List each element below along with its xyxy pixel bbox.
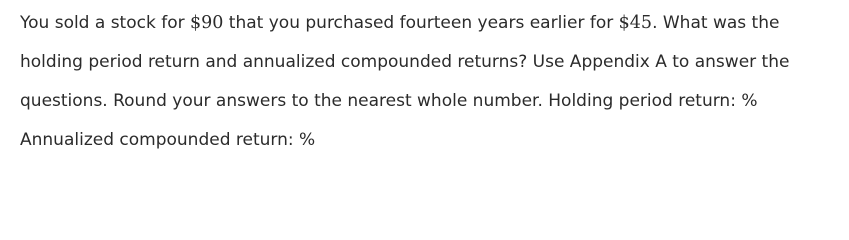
question-line-3: questions. Round your answers to the nearest whole number. Holding period return: % xyxy=(20,91,758,111)
question-text-b: that you purchased fourteen years earlier for xyxy=(223,13,619,33)
question-text xyxy=(20,4,840,160)
question-text-c: . What was the xyxy=(652,13,780,33)
sale-price: $90 xyxy=(190,13,224,33)
question-line-1 xyxy=(20,4,840,43)
question-line-2: holding period return and annualized compounded returns? Use Appendix A to answer the xyxy=(20,52,790,72)
question-line-4: Annualized compounded return: % xyxy=(20,130,316,150)
purchase-price: $45 xyxy=(618,13,653,33)
question-text-a: You sold a stock for xyxy=(20,13,190,33)
